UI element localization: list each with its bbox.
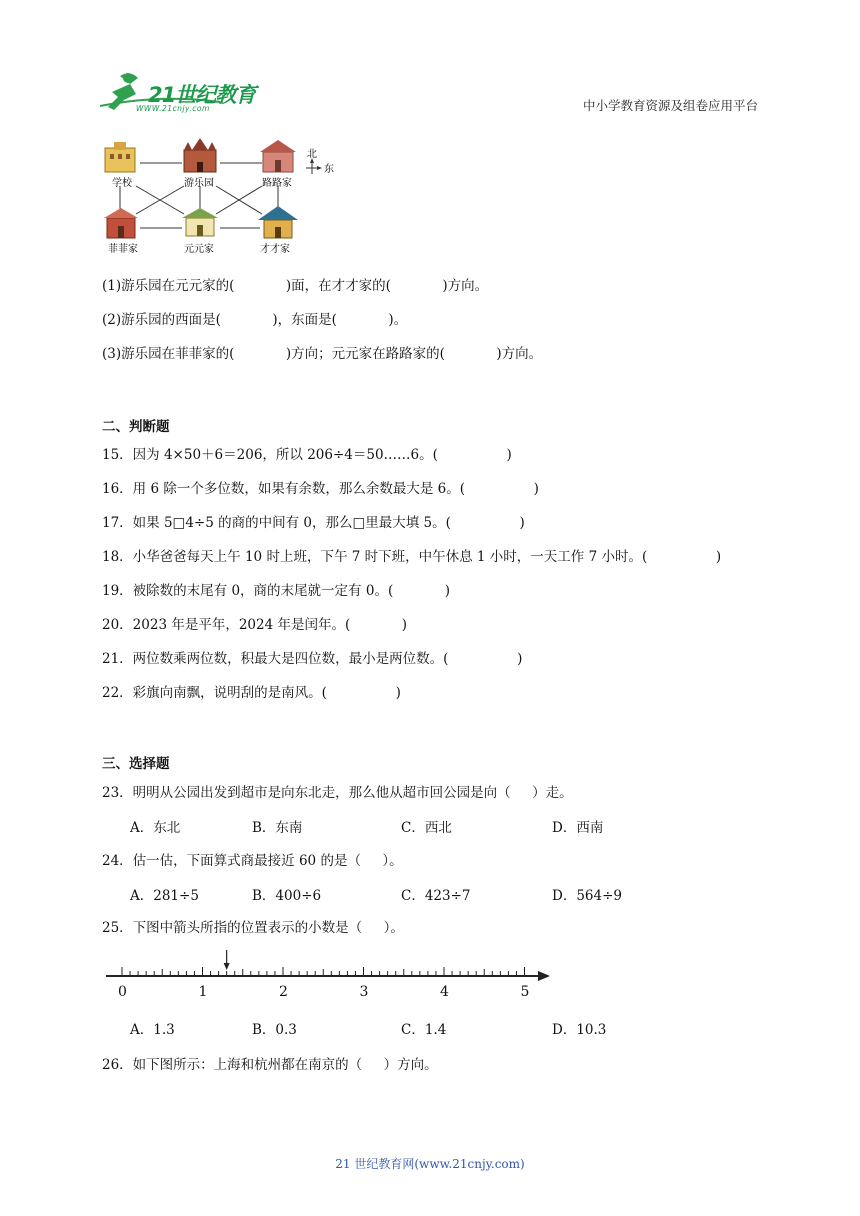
q24-option-a: A．281÷5 [130,888,199,904]
q17: 17．如果 5□4÷5 的商的中间有 0，那么□里最大填 5。( ) [102,515,525,531]
q14-sub2: (2)游乐园的西面是( )，东面是( )。 [102,312,408,328]
number-line-label: 0 [118,984,127,1000]
q26-stem: 26．如下图所示：上海和杭州都在南京的（ ）方向。 [102,1057,438,1073]
q23-stem: 23．明明从公园出发到超市是向东北走，那么他从超市回公园是向（ ）走。 [102,785,573,801]
q25-option-c: C．1.4 [401,1022,447,1038]
q24-option-c: C．423÷7 [401,888,471,904]
school-building-icon [105,142,135,172]
q16: 16．用 6 除一个多位数，如果有余数，那么余数最大是 6。( ) [102,481,539,497]
q24-option-b: B．400÷6 [252,888,322,904]
number-line-label: 1 [198,984,208,1000]
number-line-label: 4 [440,984,449,1000]
number-line-label: 3 [359,984,369,1000]
q18: 18．小华爸爸每天上午 10 时上班，下午 7 时下班，中午休息 1 小时，一天工作 7 小时。( ) [102,549,722,565]
house-caicai-icon [258,206,298,238]
q23-option-c: C．西北 [401,820,452,836]
map-label-feifei-home: 菲菲家 [108,244,138,255]
direction-map-figure [100,138,345,258]
q23-option-b: B．东南 [252,820,303,836]
house-feifei-icon [104,208,138,238]
footer-text: 21 世纪教育网(www.21cnjy.com) [335,1157,525,1171]
section2-title: 二、判断题 [102,419,170,435]
q21: 21．两位数乘两位数，积最大是四位数，最小是两位数。( ) [102,651,523,667]
q14-sub1: (1)游乐园在元元家的( )面，在才才家的( )方向。 [102,278,489,294]
q25-stem: 25．下图中箭头所指的位置表示的小数是（ ）。 [102,920,404,936]
map-label-yuanyuan-home: 元元家 [184,244,214,255]
number-line-label: 2 [279,984,288,1000]
q23-option-a: A．东北 [130,820,181,836]
house-yuanyuan-icon [182,208,218,236]
logo-text: 21世纪教育 [148,83,256,107]
logo-url: WWW.21cnjy.com [136,104,210,113]
compass-icon [306,158,322,174]
header-title: 中小学教育资源及组卷应用平台 [582,98,758,113]
compass-east-label: 东 [324,164,334,175]
number-line-pointer-arrow [224,950,230,970]
castle-icon [184,138,216,172]
map-label-lulu-home: 路路家 [262,178,292,189]
house-lulu-icon [260,140,296,172]
q19: 19．被除数的末尾有 0，商的末尾就一定有 0。( ) [102,583,450,599]
number-line-label: 5 [520,984,530,1000]
q24-stem: 24．估一估，下面算式商最接近 60 的是（ ）。 [102,853,403,869]
q23-option-d: D．西南 [552,820,604,836]
number-line-figure [100,948,560,1003]
q15: 15．因为 4×50＋6＝206，所以 206÷4＝50……6。( ) [102,447,512,463]
q24-option-d: D．564÷9 [552,888,622,904]
q22: 22．彩旗向南飘，说明刮的是南风。( ) [102,685,401,701]
map-label-amusement-park: 游乐园 [184,178,214,189]
number-line-arrowhead [538,971,550,981]
map-label-school: 学校 [112,178,132,189]
q25-option-d: D．10.3 [552,1022,607,1038]
q14-sub3: (3)游乐园在菲菲家的( )方向；元元家在路路家的( )方向。 [102,346,543,362]
section3-title: 三、选择题 [102,756,170,772]
q25-option-a: A．1.3 [130,1022,175,1038]
compass-north-label: 北 [307,149,317,160]
q20: 20．2023 年是平年，2024 年是闰年。( ) [102,617,408,633]
map-label-caicai-home: 才才家 [260,244,290,255]
q25-option-b: B．0.3 [252,1022,297,1038]
